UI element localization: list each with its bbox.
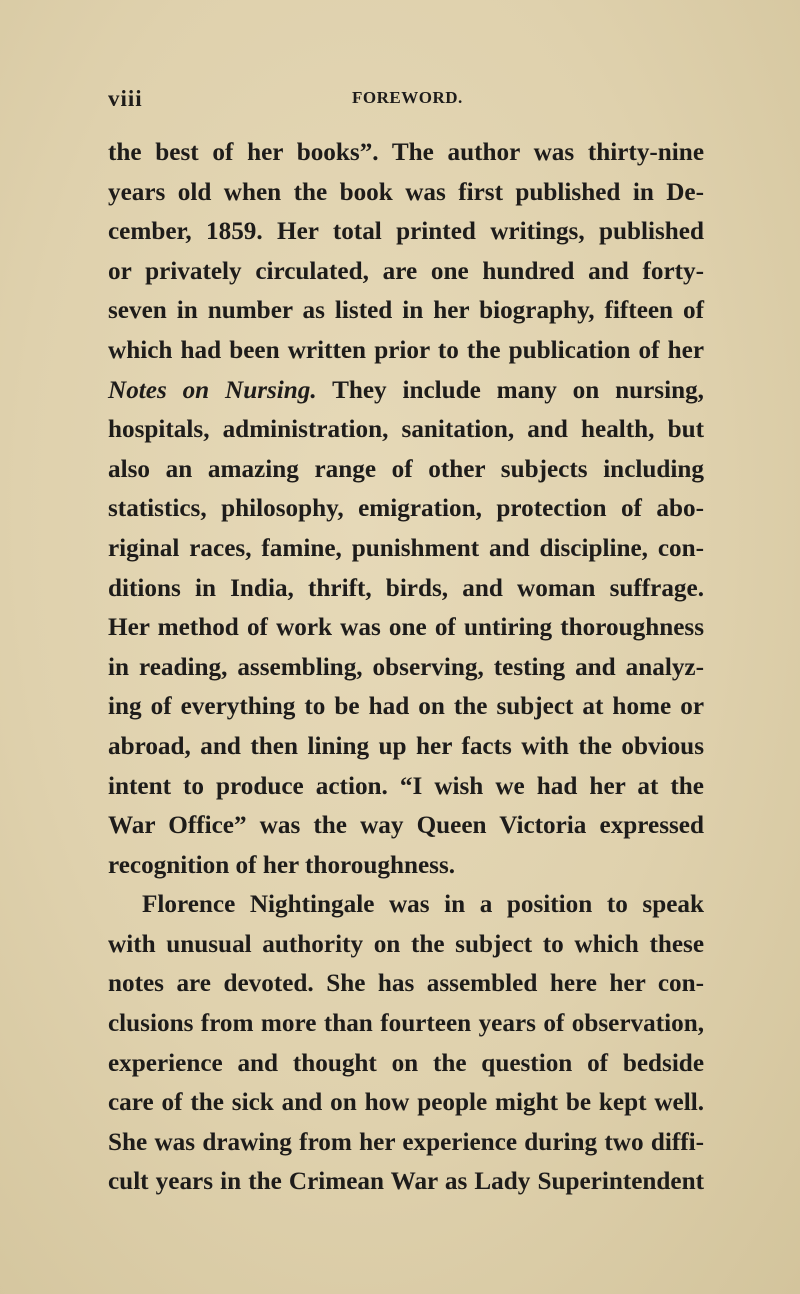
text-line: clusions from more than fourteen years of observation, xyxy=(108,1010,704,1038)
text-line: years old when the book was first published in De- xyxy=(108,178,704,206)
page-number: viii xyxy=(108,86,143,111)
text-line: cult years in the Crimean War as Lady Superintendent xyxy=(108,1168,704,1196)
text-line: experience and thought on the question of bedside xyxy=(108,1049,704,1077)
text-line: ing of everything to be had on the subject at home or xyxy=(108,693,704,721)
text-line: which had been written prior to the publication of her xyxy=(108,336,704,364)
running-head xyxy=(108,86,708,114)
text-line: riginal races, famine, punishment and discipline, con- xyxy=(108,534,704,562)
text-line: cember, 1859. Her total printed writings, published xyxy=(108,218,704,246)
paragraph-start-line: Florence Nightingale was in a position to speak xyxy=(142,891,704,919)
text-line: also an amazing range of other subjects including xyxy=(108,455,704,483)
text-line: hospitals, administration, sanitation, and health, but xyxy=(108,416,704,444)
text-line: seven in number as listed in her biography, fifteen of xyxy=(108,297,704,325)
running-head-title: FOREWORD. xyxy=(352,88,463,107)
text-line: ditions in India, thrift, birds, and woman suffrage. xyxy=(108,574,704,602)
text-line: notes are devoted. She has assembled here her con- xyxy=(108,970,704,998)
text-line: with unusual authority on the subject to which these xyxy=(108,930,704,958)
text-line: abroad, and then lining up her facts with the obvious xyxy=(108,732,704,760)
body-text xyxy=(108,133,704,1202)
text-line-rest: They include many on nursing, xyxy=(316,376,704,404)
text-line: or privately circulated, are one hundred and forty- xyxy=(108,257,704,285)
text-line: in reading, assembling, observing, testing and analyz- xyxy=(108,653,704,681)
text-line: War Office” was the way Queen Victoria expressed xyxy=(108,812,704,840)
text-line: Her method of work was one of untiring thoroughness xyxy=(108,614,704,642)
book-title-italic: Notes on Nursing. xyxy=(108,376,317,404)
text-line: care of the sick and on how people might be kept well. xyxy=(108,1089,704,1117)
paragraph-end-line: recognition of her thoroughness. xyxy=(108,851,456,879)
text-line xyxy=(108,371,704,411)
text-line: the best of her books”. The author was thirty-nine xyxy=(108,139,704,166)
text-line: intent to produce action. “I wish we had her at the xyxy=(108,772,704,800)
text-line: She was drawing from her experience during two diffi- xyxy=(108,1128,704,1156)
text-line: statistics, philosophy, emigration, protection of abo- xyxy=(108,495,704,523)
